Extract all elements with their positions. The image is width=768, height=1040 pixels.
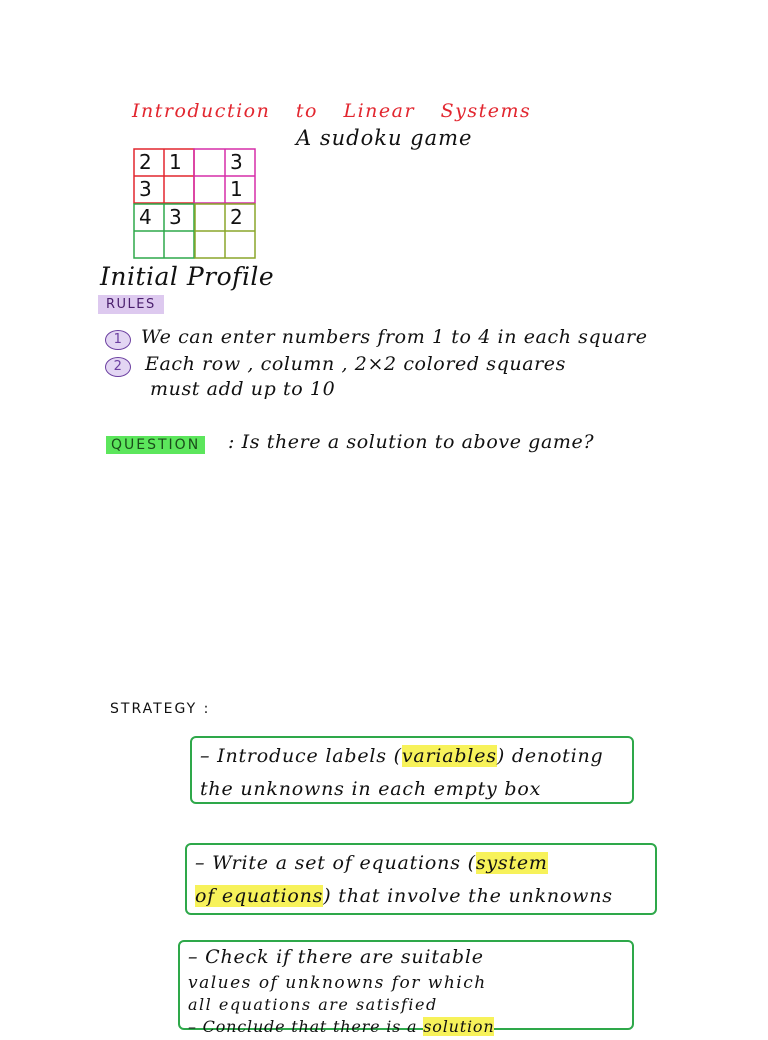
rules-tag: RULES [98,295,164,314]
rule-1 [105,326,648,350]
strategy-line [195,847,647,880]
grid-cell: 4 [139,205,152,229]
rule-number-badge: 2 [105,357,131,377]
strategy-text: ) that involve the unknowns [323,885,613,907]
sudoku-grid [133,148,257,260]
rule-number-badge: 1 [105,330,131,350]
strategy-box-variables [190,736,634,804]
grid-cell [194,176,224,203]
strategy-line: all equations are satisfied [188,995,438,1014]
page-title: Introduction to Linear Systems [132,100,532,122]
grid-cell: 3 [139,177,152,201]
strategy-line [200,740,624,773]
rule-text: We can enter numbers from 1 to 4 in each square [141,326,648,348]
initial-profile-label: Initial Profile [100,262,275,291]
grid-cell: 1 [169,150,182,174]
grid-cell [195,204,225,231]
grid-cell: 3 [230,150,243,174]
highlight-solution: solution [423,1017,495,1036]
question-tag: QUESTION [106,436,205,454]
grid-cell [194,149,224,176]
grid-cell: 2 [139,150,152,174]
rule-text: Each row , column , 2×2 colored squares [145,353,566,375]
strategy-label: STRATEGY : [110,701,211,717]
strategy-text: – Conclude that there is a [188,1017,418,1036]
grid-cell [195,231,225,258]
strategy-text: – Introduce labels ( [200,745,402,767]
strategy-line: values of unknowns for which [188,973,487,993]
strategy-line: the unknowns in each empty box [200,778,542,800]
highlight-variables: variables [401,745,497,767]
strategy-box-check [178,940,634,1036]
strategy-line [195,880,647,913]
highlight-of-equations: of equations [195,885,324,907]
grid-cell [164,231,194,258]
strategy-line [188,1014,624,1040]
rule-2-continued: must add up to 10 [150,378,336,400]
grid-cell: 1 [230,177,243,201]
strategy-text: – Write a set of equations ( [195,852,476,874]
strategy-line: – Check if there are suitable [188,946,484,968]
grid-cell [225,231,255,258]
highlight-system: system [475,852,548,874]
strategy-text: ) denoting [496,745,604,767]
grid-cell [164,176,194,203]
question-text: : Is there a solution to above game? [228,431,595,453]
strategy-box-equations [185,843,657,915]
grid-cell: 2 [230,205,243,229]
grid-cell: 3 [169,205,182,229]
grid-cell [134,231,164,258]
rule-2 [105,353,566,377]
page-subtitle: A sudoku game [296,126,473,150]
